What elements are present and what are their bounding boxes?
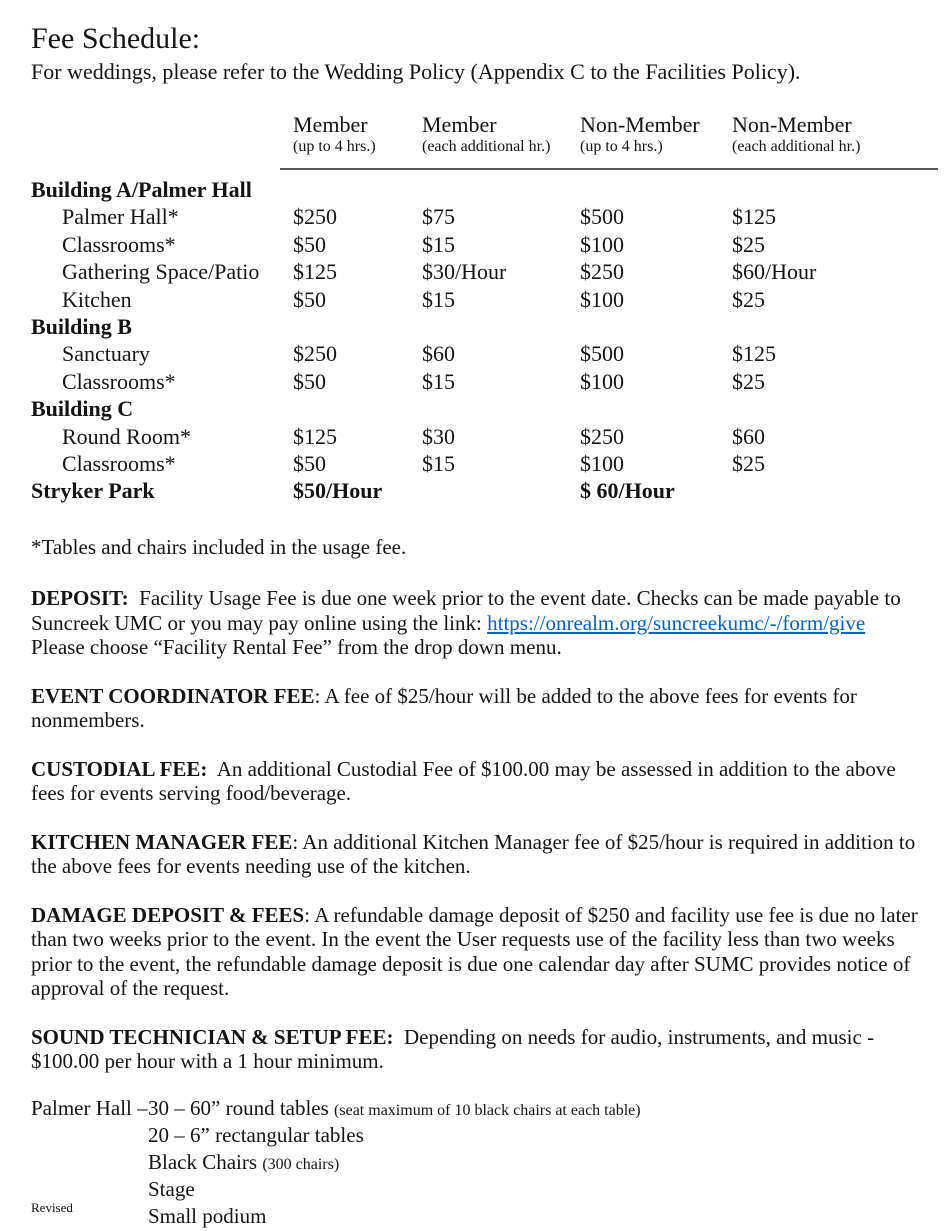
deposit-heading: DEPOSIT: bbox=[31, 586, 129, 611]
column-header-nonmember-additional: Non-Member (each additional hr.) bbox=[732, 112, 861, 155]
section-heading: SOUND TECHNICIAN & SETUP FEE: bbox=[31, 1024, 394, 1049]
section-heading: KITCHEN MANAGER FEE bbox=[31, 829, 293, 854]
list-item: 20 – 6” rectangular tables bbox=[148, 1122, 364, 1147]
section-body: A fee of $25/hour will be added to the above fees for events for nonmembers. bbox=[31, 683, 863, 733]
payment-link[interactable]: https://onrealm.org/suncreekumc/-/form/give bbox=[487, 610, 866, 635]
palmer-hall-equipment-list bbox=[31, 1096, 919, 1231]
section-heading: EVENT COORDINATOR FEE bbox=[31, 683, 315, 708]
section-body: Depending on needs for audio, instruments, and music - $100.00 per hour with a 1 hour minimum. bbox=[31, 1024, 880, 1074]
column-header-nonmember-base: Non-Member (up to 4 hrs.) bbox=[580, 112, 700, 155]
damage-deposit-section: DAMAGE DEPOSIT & FEES: A refundable damage deposit of $250 and facility use fee is due no later than two weeks prior to the event. In the event the User requests use of the facility less than two weeks prior to the event, the refundable damage deposit is due one calendar day after SUMC provides notice of approval of the request. bbox=[31, 902, 923, 1001]
section-body: An additional Custodial Fee of $100.00 may be assessed in addition to the above fees for events serving food/beverage. bbox=[31, 756, 901, 806]
kitchen-manager-fee-section: KITCHEN MANAGER FEE: An additional Kitchen Manager fee of $25/hour is required in addition to the above fees for events needing use of the kitchen. bbox=[31, 829, 921, 879]
table-row-sanctuary: Sanctuary $250 $60 $500 $125 bbox=[62, 341, 776, 367]
table-row-building-c: Building C bbox=[31, 396, 134, 422]
table-row-gathering-space: Gathering Space/Patio $125 $30/Hour $250 $60/Hour bbox=[62, 259, 817, 285]
deposit-note: Please choose “Facility Rental Fee” from the drop down menu. bbox=[31, 635, 562, 660]
page-subtitle: For weddings, please refer to the Wedding Policy (Appendix C to the Facilities Policy). bbox=[31, 59, 801, 84]
header-rule bbox=[280, 168, 938, 170]
table-row-stryker-park: Stryker Park $50/Hour $ 60/Hour bbox=[31, 478, 675, 504]
list-item: Stage bbox=[148, 1176, 195, 1201]
fee-table-header bbox=[31, 112, 919, 157]
palmer-hall-label: Palmer Hall – bbox=[31, 1095, 148, 1120]
section-body: A refundable damage deposit of $250 and facility use fee is due no later than two weeks prior to the event. In the event the User requests use of the facility less than two weeks prior to the event, the refundable damage deposit is due one calendar day after SUMC provides notice of approval of the request. bbox=[31, 902, 923, 1001]
list-item: Black Chairs (300 chairs) bbox=[148, 1149, 340, 1174]
event-coordinator-fee-section: EVENT COORDINATOR FEE: A fee of $25/hour will be added to the above fees for events for nonmembers. bbox=[31, 683, 863, 733]
table-row-classrooms-a: Classrooms* $50 $15 $100 $25 bbox=[62, 231, 765, 257]
table-row-classrooms-b: Classrooms* $50 $15 $100 $25 bbox=[62, 368, 765, 394]
list-item: 30 – 60” round tables (seat maximum of 10 black chairs at each table) bbox=[148, 1095, 641, 1120]
deposit-body: Facility Usage Fee is due one week prior to the event date. Checks can be made payable to Suncreek UMC or you may pay online using the link: bbox=[31, 586, 906, 635]
column-header-member-base: Member (up to 4 hrs.) bbox=[293, 112, 376, 155]
fee-table bbox=[31, 112, 919, 506]
section-heading: CUSTODIAL FEE: bbox=[31, 756, 208, 781]
section-heading: DAMAGE DEPOSIT & FEES bbox=[31, 902, 305, 927]
revised-footer: Revised bbox=[31, 1200, 73, 1215]
table-row-round-room: Round Room* $125 $30 $250 $60 bbox=[62, 423, 765, 449]
list-item: Small podium bbox=[148, 1203, 267, 1228]
custodial-fee-section bbox=[31, 757, 919, 806]
table-row-palmer-hall: Palmer Hall* $250 $75 $500 $125 bbox=[62, 204, 776, 230]
table-row-building-b: Building B bbox=[31, 313, 132, 339]
table-row-classrooms-c: Classrooms* $50 $15 $100 $25 bbox=[62, 450, 765, 476]
table-footnote: *Tables and chairs included in the usage fee. bbox=[31, 534, 407, 559]
column-header-member-additional: Member (each additional hr.) bbox=[422, 112, 551, 155]
table-row-kitchen: Kitchen $50 $15 $100 $25 bbox=[62, 286, 765, 312]
deposit-section bbox=[31, 586, 919, 660]
table-row-building-a: Building A/Palmer Hall bbox=[31, 177, 252, 202]
page-title: Fee Schedule: bbox=[31, 22, 201, 55]
section-body: An additional Kitchen Manager fee of $25/hour is required in addition to the above fees for events needing use of the kitchen. bbox=[31, 829, 921, 879]
sound-technician-fee-section bbox=[31, 1025, 919, 1074]
